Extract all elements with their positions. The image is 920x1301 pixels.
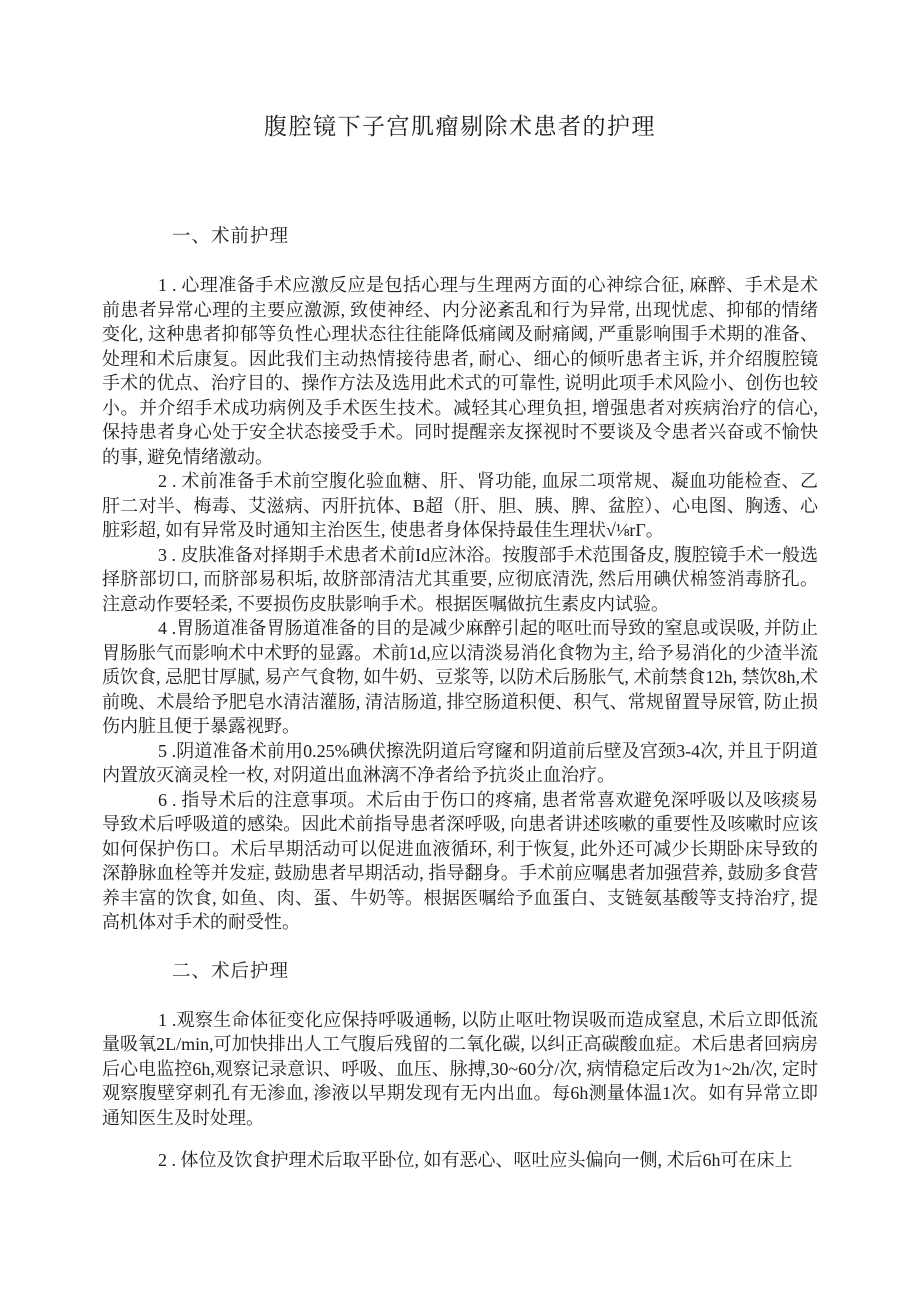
paragraph-position-and-diet-care: 2 . 体位及饮食护理术后取平卧位, 如有恶心、呕吐应头偏向一侧, 术后6h可在床上 xyxy=(158,1150,793,1170)
paragraph-vital-signs-observation: 1 .观察生命体征变化应保持呼吸通畅, 以防止呕吐物误吸而造成窒息, 术后立即低流量吸氧2L/min,可加快排出人工气腹后残留的二氧化碳, 以纠正高碳酸血症。术后患者回病房后心电监控6h,观察记录意识、呼吸、血压、脉搏,30~60分/次, 病情稳定后改为1~2h/次, 定时观察腹壁穿刺孔有无渗血, 渗液以早期发现有无内出血。每6h测量体温1次。如有异常立即通知医生及时处理。 xyxy=(102,1009,818,1128)
paragraph-postoperative-guidance: 6 . 指导术后的注意事项。术后由于伤口的疼痛, 患者常喜欢避免深呼吸以及咳痰易导致术后呼吸道的感染。因此术前指导患者深呼吸, 向患者讲述咳嗽的重要性及咳嗽时应该如何保护伤口。术后早期活动可以促进血液循环, 利于恢复, 此外还可减少长期卧床导致的深静脉血栓等并发症, 鼓励患者早期活动, 指导翻身。手术前应嘱患者加强营养, 鼓励多食营养丰富的饮食, 如鱼、肉、蛋、牛奶等。根据医嘱给予血蛋白、支链氨基酸等支持治疗, 提高机体对手术的耐受性。 xyxy=(102,789,818,932)
section-heading-preoperative-care: 一、术前护理 xyxy=(172,227,290,247)
paragraph-gastrointestinal-preparation: 4 .胃肠道准备胃肠道准备的目的是减少麻醉引起的呕吐而导致的窒息或误吸, 并防止胃肠胀气而影响术中术野的显露。术前1d,应以清淡易消化食物为主, 给予易消化的少渣半流质饮食, 忌肥甘厚腻, 易产气食物, 如牛奶、豆浆等, 以防术后肠胀气, 术前禁食12h, 禁饮8h,术前晚、术晨给予肥皂水清洁灌肠, 清洁肠道, 排空肠道积便、积气、常规留置导尿管, 防止损伤内脏且便于暴露视野。 xyxy=(102,618,818,736)
paragraph-preoperative-tests: 2 . 术前准备手术前空腹化验血糖、肝、肾功能, 血尿二项常规、凝血功能检查、乙肝二对半、梅毒、艾滋病、丙肝抗体、B超（肝、胆、胰、脾、盆腔）、心电图、胸透、心脏彩超, 如有异常及时通知主治医生, 使患者身体保持最佳生理状√⅛rΓ。 xyxy=(102,471,818,540)
paragraph-skin-preparation: 3 . 皮肤准备对择期手术患者术前Id应沐浴。按腹部手术范围备皮, 腹腔镜手术一般选择脐部切口, 而脐部易积垢, 故脐部清洁尤其重要, 应彻底清洗, 然后用碘伏棉签消毒脐孔。注意动作要轻柔, 不要损伤皮肤影响手术。根据医嘱做抗生素皮内试验。 xyxy=(102,544,818,614)
section-heading-postoperative-care: 二、术后护理 xyxy=(172,961,290,982)
document-title: 腹腔镜下子宫肌瘤剔除术患者的护理 xyxy=(264,114,656,139)
paragraph-vaginal-preparation: 5 .阴道准备术前用0.25%碘伏擦洗阴道后穹窿和阴道前后壁及宫颈3-4次, 并且于阴道内置放灭滴灵栓一枚, 对阴道出血淋漓不净者给予抗炎止血治疗。 xyxy=(102,740,818,785)
paragraph-psychological-preparation: 1 . 心理准备手术应激反应是包括心理与生理两方面的心神综合征, 麻醉、手术是术前患者异常心理的主要应激源, 致使神经、内分泌紊乱和行为异常, 出现忧虑、抑郁的情绪变化, 这种患者抑郁等负性心理状态往往能降低痛阈及耐痛阈, 严重影响围手术期的准备、处理和术后康复。因此我们主动热情接待患者, 耐心、细心的倾听患者主诉, 并介绍腹腔镜手术的优点、治疗目的、操作方法及选用此术式的可靠性, 说明此项手术风险小、创伤也较小。并介绍手术成功病例及手术医生技术。减轻其心理负担, 增强患者对疾病治疗的信心, 保持患者身心处于安全状态接受手术。同时提醒亲友探视时不要谈及令患者兴奋或不愉快的事, 避免情绪激动。 xyxy=(102,275,818,467)
